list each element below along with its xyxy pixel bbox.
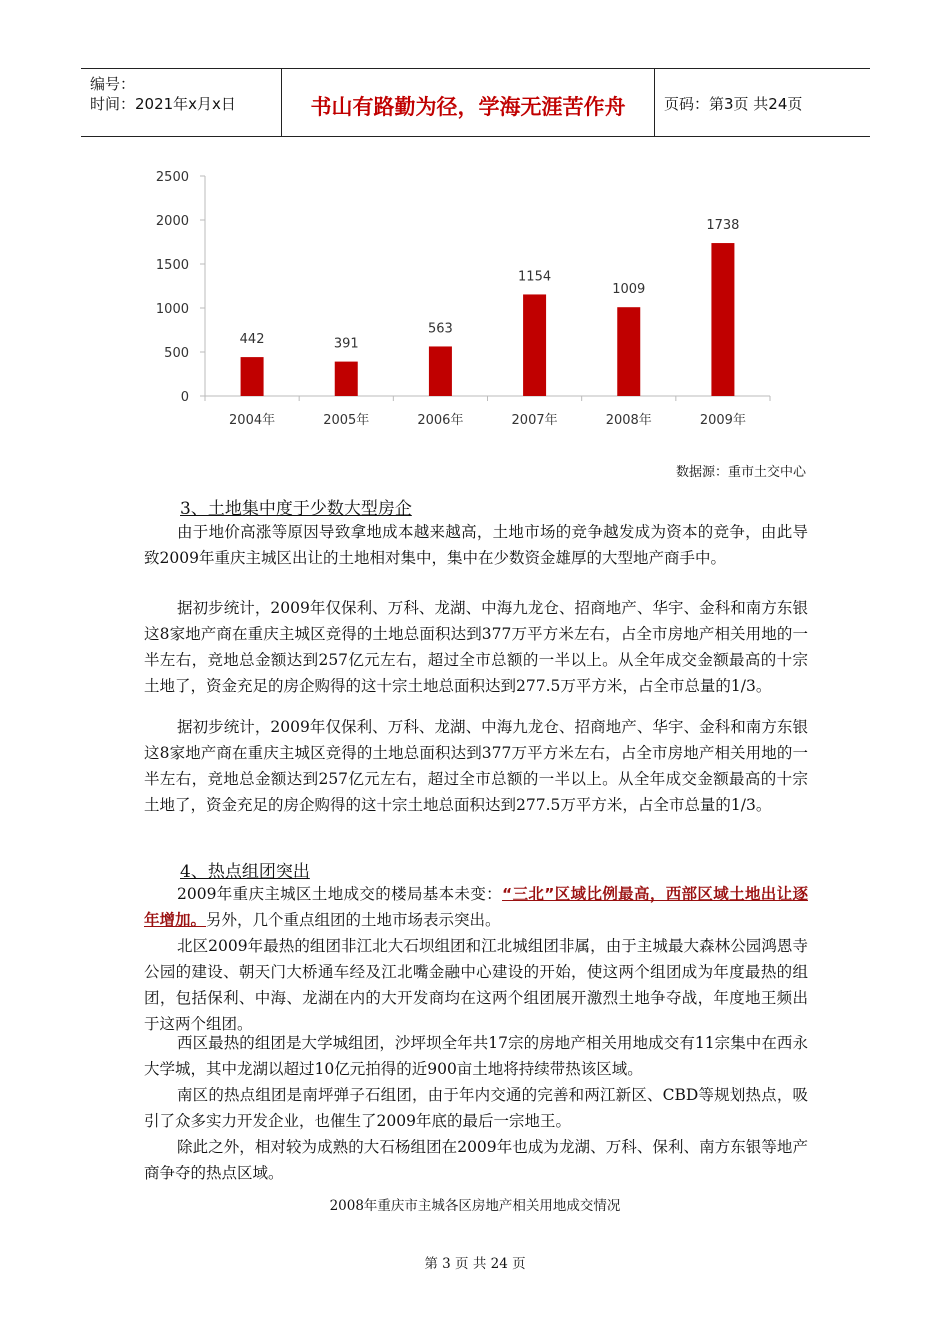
header-motto: 书山有路勤为径，学海无涯苦作舟	[310, 95, 626, 119]
y-tick-label: 2500	[155, 170, 189, 185]
header-page-cell	[655, 69, 870, 136]
y-tick-label: 1000	[155, 302, 189, 317]
table-caption: 2008年重庆市主城各区房地产相关用地成交情况	[329, 1198, 621, 1214]
bar	[617, 307, 640, 396]
section4-heading: 4、热点组团突出	[180, 862, 310, 882]
section3-paragraph-1: 由于地价高涨等原因导致拿地成本越来越高，土地市场的竞争越发成为资本的竞争，由此导致2009年重庆主城区出让的土地相对集中，集中在少数资金雄厚的大型地产商手中。	[144, 523, 808, 567]
y-tick-label: 1500	[155, 258, 189, 273]
bar-value-label: 563	[428, 321, 453, 337]
x-category-label: 2007年	[511, 413, 558, 428]
x-category-label: 2006年	[417, 413, 464, 428]
land-bar-chart	[140, 162, 780, 442]
x-category-label: 2005年	[323, 413, 370, 428]
page-footer: 第 3 页 共 24 页	[424, 1256, 526, 1272]
header-table	[81, 68, 870, 137]
doc-id-label: 编号：	[90, 75, 136, 93]
bar-value-label: 1154	[518, 269, 552, 285]
doc-time-label: 时间：2021年x月x日	[90, 95, 236, 113]
bar-value-label: 1009	[612, 282, 646, 298]
section4-paragraph-3: 西区最热的组团是大学城组团，沙坪坝全年共17宗的房地产相关用地成交有11宗集中在西永大学城，其中龙湖以超过10亿元拍得的近900亩土地将持续带热该区域。	[144, 1034, 808, 1078]
header-motto-cell	[282, 69, 655, 136]
y-tick-label: 0	[180, 390, 189, 405]
section4-p1-highlight: “三北”区域比例最高，西部区域土地出让逐年增加。	[144, 885, 808, 929]
section4-paragraph-4: 南区的热点组团是南坪弹子石组团，由于年内交通的完善和两江新区、CBD等规划热点，吸引了众多实力开发企业，也催生了2009年底的最后一宗地王。	[144, 1086, 808, 1130]
header-page-label: 页码：第3页 共24页	[664, 95, 803, 113]
x-category-label: 2004年	[229, 413, 276, 428]
bar-value-label: 391	[333, 336, 359, 352]
section4-p1-pre: 2009年重庆主城区土地成交的楼局基本未变：	[177, 885, 503, 903]
bar	[429, 346, 452, 396]
bar	[241, 357, 264, 396]
section4-paragraph-1	[144, 881, 808, 933]
data-source-note: 数据源：重市土交中心	[675, 465, 806, 480]
y-tick-label: 2000	[155, 214, 189, 229]
section4-p1-post: 另外，几个重点组团的土地市场表示突出。	[206, 911, 501, 929]
bar	[711, 243, 734, 396]
section4-paragraph-2: 北区2009年最热的组团非江北大石坝组团和江北城组团非属，由于主城最大森林公园鸿恩寺公园的建设、朝天门大桥通车经及江北嘴金融中心建设的开始，使这两个组团成为年度最热的组团，包括保利、中海、龙湖在内的大开发商均在这两个组团展开激烈土地争夺战，年度地王频出于这两个组团。	[144, 937, 808, 1033]
bar-value-label: 442	[239, 332, 265, 348]
x-category-label: 2009年	[699, 413, 746, 428]
section3-paragraph-3: 据初步统计，2009年仅保利、万科、龙湖、中海九龙仓、招商地产、华宇、金科和南方东银这8家地产商在重庆主城区竞得的土地总面积达到377万平方米左右，占全市房地产相关用地的一半左右，竞地总金额达到257亿元左右，超过全市总额的一半以上。从全年成交金额最高的十宗土地了，资金充足的房企购得的这十宗土地总面积达到277.5万平方米，占全市总量的1/3。	[144, 718, 808, 814]
header-meta-cell	[81, 69, 282, 136]
bar	[335, 362, 358, 396]
section4-paragraph-5: 除此之外，相对较为成熟的大石杨组团在2009年也成为龙湖、万科、保利、南方东银等地产商争夺的热点区域。	[144, 1138, 808, 1182]
bar-value-label: 1738	[706, 218, 740, 234]
chart-svg	[140, 162, 780, 442]
section3-paragraph-2: 据初步统计，2009年仅保利、万科、龙湖、中海九龙仓、招商地产、华宇、金科和南方东银这8家地产商在重庆主城区竞得的土地总面积达到377万平方米左右，占全市房地产相关用地的一半左右，竞地总金额达到257亿元左右，超过全市总额的一半以上。从全年成交金额最高的十宗土地了，资金充足的房企购得的这十宗土地总面积达到277.5万平方米，占全市总量的1/3。	[144, 599, 808, 695]
y-tick-label: 500	[164, 346, 189, 361]
x-category-label: 2008年	[605, 413, 652, 428]
bar	[523, 294, 546, 396]
section3-heading: 3、土地集中度于少数大型房企	[180, 499, 412, 519]
